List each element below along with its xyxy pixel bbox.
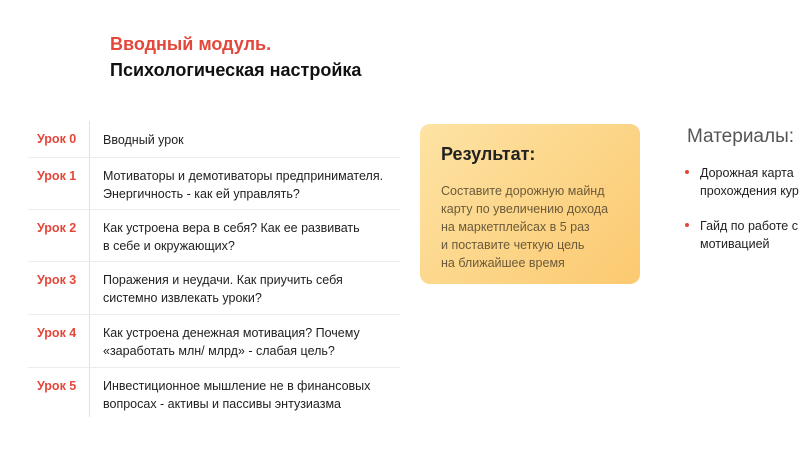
lesson-row-0 — [28, 121, 400, 158]
result-title: Результат: — [441, 144, 536, 164]
lesson-line: Поражения и неудачи. Как приучить себя — [103, 273, 343, 287]
lesson-line: «заработать млн/ млрд» - слабая цель? — [103, 344, 335, 358]
result-card — [420, 124, 640, 284]
result-line: карту по увеличению дохода — [441, 202, 609, 216]
lesson-line: Мотиваторы и демотиваторы предпринимателя. — [103, 169, 384, 183]
lessons-table — [28, 121, 400, 417]
lesson-text — [90, 262, 400, 314]
module-subtitle: Психологическая настройка — [110, 60, 362, 80]
module-title: Вводный модуль. — [110, 34, 272, 54]
materials-line: Гайд по работе с — [700, 219, 798, 233]
lesson-text — [90, 210, 400, 261]
lesson-row-5 — [28, 368, 400, 417]
lesson-line: Как устроена вера в себя? Как ее развивать — [103, 221, 360, 235]
lesson-line: в себе и окружающих? — [103, 239, 235, 253]
lesson-label: Урок 4 — [28, 315, 90, 367]
lesson-line: Энергичность - как ей управлять? — [103, 187, 300, 201]
result-line: Составите дорожную майнд — [441, 184, 605, 198]
lesson-label: Урок 3 — [28, 262, 90, 314]
materials-line: мотивацией — [700, 237, 770, 251]
bullet-dot-icon — [685, 170, 689, 174]
materials-item — [685, 164, 800, 200]
materials-title: Материалы: — [687, 126, 795, 147]
lesson-row-3 — [28, 262, 400, 315]
lesson-line: вопросах - активы и пассивы энтузиазма — [103, 397, 342, 411]
result-line: на маркетплейсах в 5 раз — [441, 220, 590, 234]
lesson-line: Вводный урок — [103, 133, 184, 147]
result-line: и поставите четкую цель — [441, 238, 585, 252]
lesson-row-1 — [28, 158, 400, 210]
lesson-label: Урок 2 — [28, 210, 90, 261]
lesson-text — [90, 368, 400, 417]
lesson-line: Как устроена денежная мотивация? Почему — [103, 326, 360, 340]
materials-line: прохождения кур — [700, 184, 799, 198]
lesson-text — [90, 158, 400, 209]
result-line: на ближайшее время — [441, 256, 565, 270]
lesson-text — [90, 315, 400, 367]
materials-item — [685, 217, 800, 253]
materials-list — [685, 164, 800, 270]
lesson-row-2 — [28, 210, 400, 262]
materials-line: Дорожная карта — [700, 166, 794, 180]
lesson-label: Урок 5 — [28, 368, 90, 417]
lesson-line: Инвестиционное мышление не в финансовых — [103, 379, 371, 393]
lesson-label: Урок 1 — [28, 158, 90, 209]
lesson-text — [90, 121, 400, 157]
bullet-dot-icon — [685, 223, 689, 227]
lesson-row-4 — [28, 315, 400, 368]
lesson-line: системно извлекать уроки? — [103, 291, 262, 305]
result-text — [441, 182, 631, 272]
lesson-label: Урок 0 — [28, 121, 90, 157]
